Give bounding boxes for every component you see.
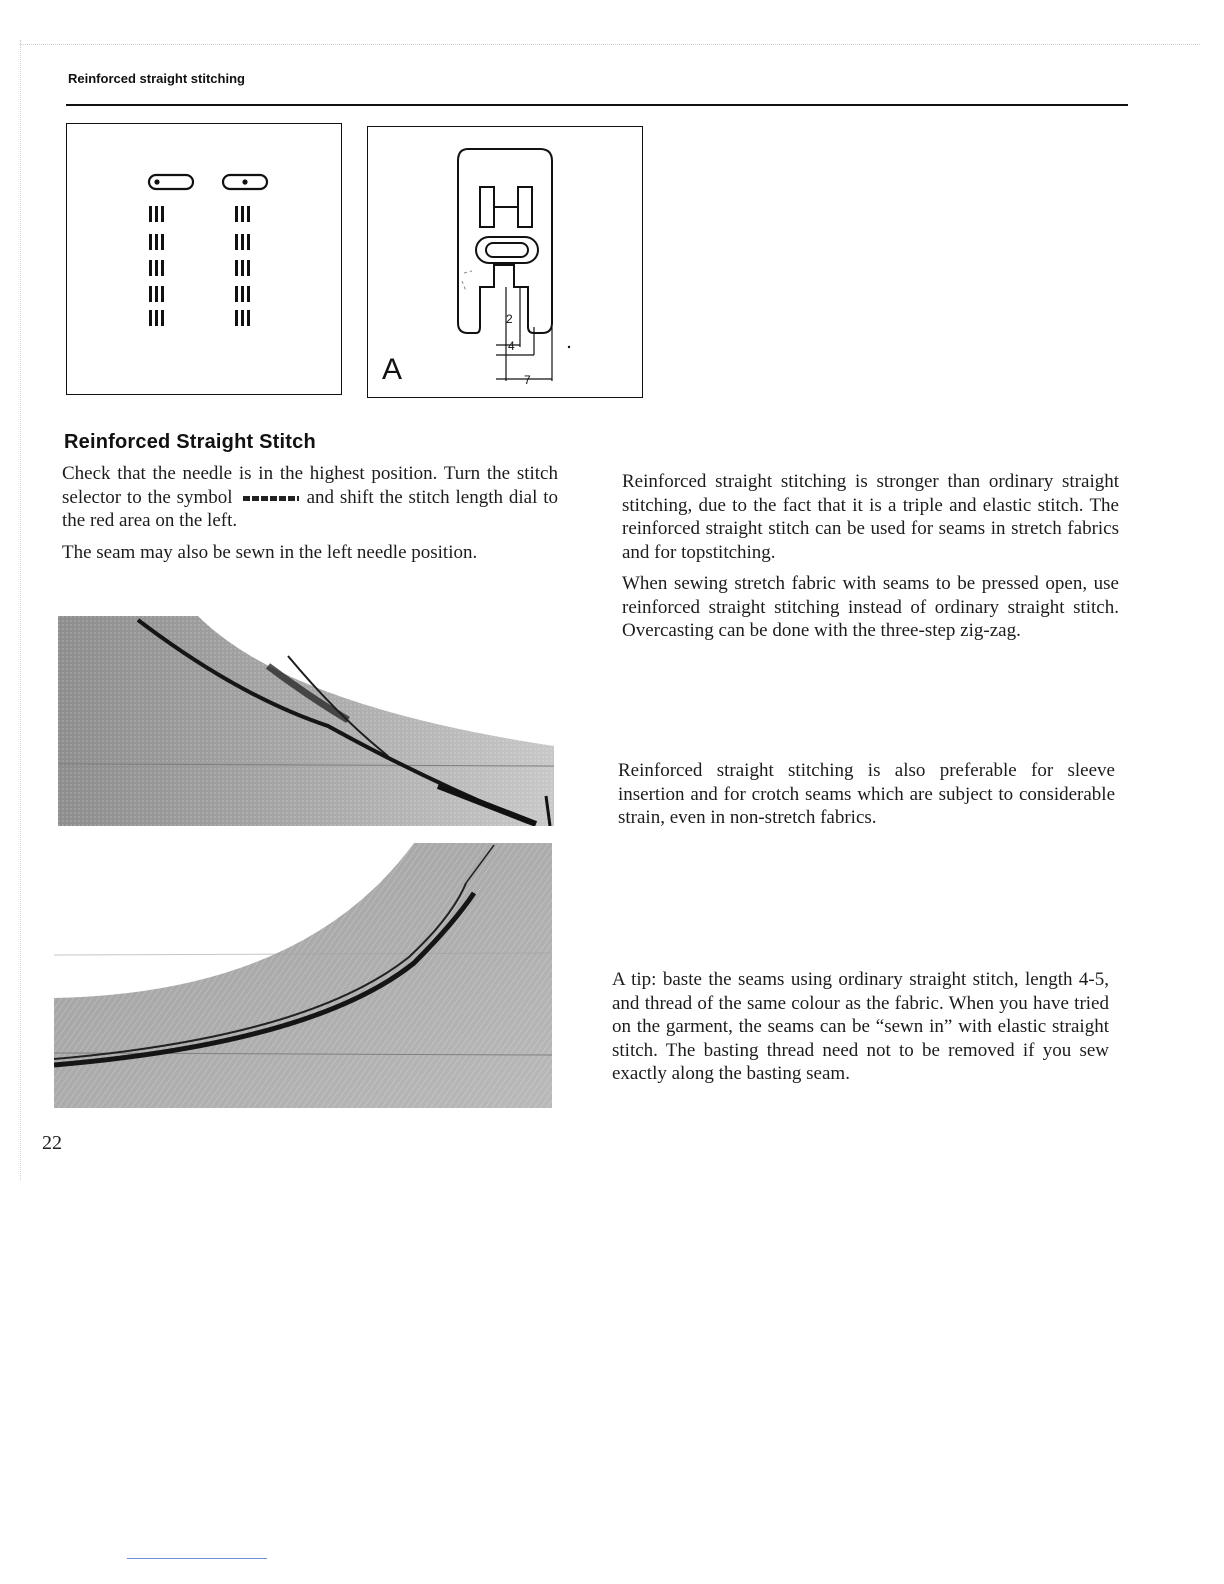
left-column-text (62, 462, 558, 572)
left-paragraph-1b: and shift the stitch length dial to the red area on the left. (62, 486, 558, 531)
right-column-bottom (612, 968, 1109, 1094)
left-paragraph-1a: Check that the needle is in the highest position. Turn the stitch selector to the symbol (62, 463, 558, 508)
fabric-photo-top (58, 616, 554, 826)
scan-edge-top (20, 44, 1200, 46)
dimension-2: 2 (506, 312, 513, 326)
figure-label-a: A (382, 353, 403, 386)
page-header-title: Reinforced straight stitching (68, 71, 245, 86)
right-paragraph-1: Reinforced straight stitching is stronger than ordinary straight stitching, due to the fact that it is a triple and elastic stitch. The reinforced straight stitch can be used for seams in stretch fabrics and for topstitching. (622, 471, 1119, 563)
left-paragraph-1 (62, 462, 558, 533)
fabric-seam-photo-top (58, 616, 554, 826)
triple-stitch-column-left (149, 206, 164, 326)
triple-stitch-column-right (235, 206, 250, 326)
right-paragraph-3: Reinforced straight stitching is also preferable for sleeve insertion and for crotch seams which are subject to considerable strain, even in non-stretch fabrics. (618, 760, 1115, 828)
right-column-middle (618, 759, 1115, 838)
right-paragraph-2: When sewing stretch fabric with seams to be pressed open, use reinforced straight stitching instead of ordinary straight stitch. Overcasting can be done with the three-step zig-zag. (622, 573, 1119, 641)
dimension-7: 7 (524, 373, 531, 387)
needle-position-figure (66, 123, 342, 395)
page-number: 22 (42, 1132, 62, 1154)
reinforced-stitch-symbol-icon (243, 493, 299, 501)
bottom-link-mark (127, 1558, 267, 1559)
presser-foot-figure (367, 126, 643, 398)
scan-edge-left (20, 40, 22, 1180)
right-column-top (622, 470, 1119, 651)
fabric-seam-photo-bottom (54, 843, 552, 1108)
presser-foot-icon (368, 127, 642, 397)
section-heading: Reinforced Straight Stitch (64, 431, 316, 453)
needle-position-icon (67, 124, 341, 394)
header-rule (66, 104, 1128, 106)
right-paragraph-4: A tip: baste the seams using ordinary straight stitch, length 4-5, and thread of the same colour as the fabric. When you have tried on the garment, the seams can be “sewn in” with elastic straight stitch. The basting thread need not to be removed if you sew exactly along the basting seam. (612, 969, 1109, 1084)
dimension-4: 4 (508, 339, 515, 353)
fabric-photo-bottom (54, 843, 552, 1108)
left-paragraph-2: The seam may also be sewn in the left needle position. (62, 541, 478, 563)
